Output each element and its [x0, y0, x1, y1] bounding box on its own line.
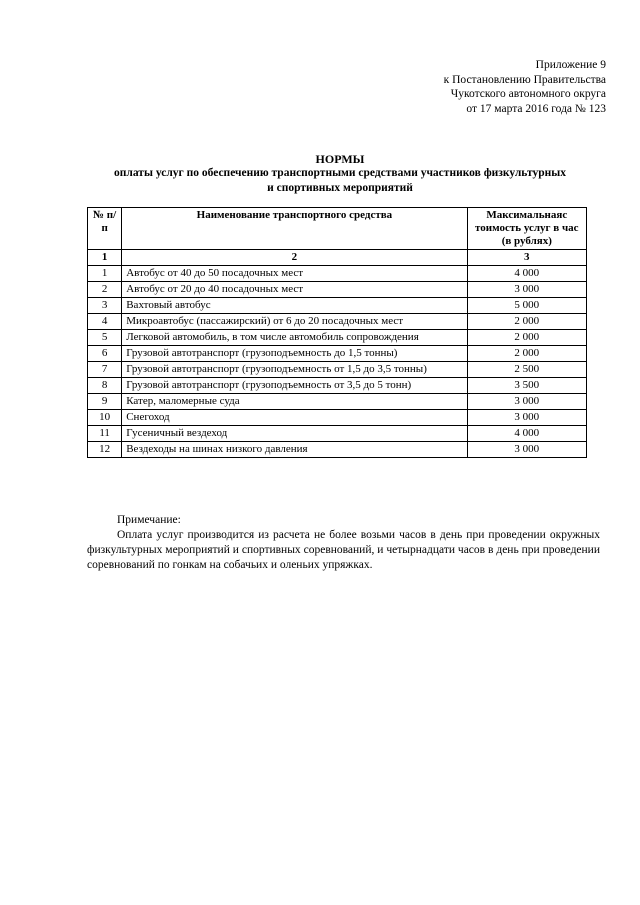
- table-row: [88, 394, 587, 410]
- row-name: Снегоход: [122, 410, 467, 426]
- note-text: Оплата услуг производится из расчета не более возьми часов в день при проведении окружных физкультурных мероприятий и спортивных соревнований, и четырнадцати часов в день при проведении соревнований по гонкам на собачьих и оленьих упряжках.: [87, 529, 600, 571]
- note-label: Примечание:: [117, 514, 181, 526]
- table-row: [88, 346, 587, 362]
- table-row: [88, 362, 587, 378]
- row-name: Автобус от 40 до 50 посадочных мест: [122, 266, 467, 282]
- row-num: 12: [88, 442, 122, 458]
- row-cost: 3 000: [467, 442, 586, 458]
- appendix-header: [380, 58, 606, 116]
- row-cost: 4 000: [467, 426, 586, 442]
- row-name: Катер, маломерные суда: [122, 394, 467, 410]
- row-name: Гусеничный вездеход: [122, 426, 467, 442]
- header-num: № п/п: [88, 208, 122, 250]
- table-row: [88, 330, 587, 346]
- header-name: Наименование транспортного средства: [122, 208, 467, 250]
- row-num: 3: [88, 298, 122, 314]
- row-name: Грузовой автотранспорт (грузоподъемность от 3,5 до 5 тонн): [122, 378, 467, 394]
- row-cost: 2 000: [467, 346, 586, 362]
- header-cost-line-1: Максимальнаяс тоимость услуг в час: [475, 209, 579, 234]
- note-section: [87, 513, 600, 573]
- row-num: 9: [88, 394, 122, 410]
- row-cost: 2 000: [467, 314, 586, 330]
- row-cost: 2 000: [467, 330, 586, 346]
- document-subtitle: [60, 166, 620, 195]
- table-row: [88, 378, 587, 394]
- appendix-line-3: Чукотского автономного округа: [450, 88, 606, 100]
- row-name: Вездеходы на шинах низкого давления: [122, 442, 467, 458]
- row-num: 7: [88, 362, 122, 378]
- table-row: [88, 314, 587, 330]
- row-cost: 2 500: [467, 362, 586, 378]
- index-cell: 2: [122, 250, 467, 266]
- row-cost: 3 500: [467, 378, 586, 394]
- row-num: 2: [88, 282, 122, 298]
- index-cell: 1: [88, 250, 122, 266]
- subtitle-line-1: оплаты услуг по обеспечению транспортными средствами участников физкультурных: [114, 167, 566, 179]
- row-name: Грузовой автотранспорт (грузоподъемность до 1,5 тонны): [122, 346, 467, 362]
- header-cost: [467, 208, 586, 250]
- appendix-line-2: к Постановлению Правительства: [443, 73, 606, 86]
- subtitle-line-2: и спортивных мероприятий: [267, 181, 413, 194]
- appendix-line-4: от 17 марта 2016 года № 123: [466, 102, 606, 115]
- row-num: 6: [88, 346, 122, 362]
- row-name: Микроавтобус (пассажирский) от 6 до 20 посадочных мест: [122, 314, 467, 330]
- rates-table: [87, 207, 587, 458]
- row-num: 4: [88, 314, 122, 330]
- row-cost: 3 000: [467, 410, 586, 426]
- row-cost: 3 000: [467, 282, 586, 298]
- row-num: 10: [88, 410, 122, 426]
- row-num: 5: [88, 330, 122, 346]
- table-row: [88, 266, 587, 282]
- table-row: [88, 442, 587, 458]
- row-name: Легковой автомобиль, в том числе автомобиль сопровождения: [122, 330, 467, 346]
- index-row: [88, 250, 587, 266]
- row-num: 8: [88, 378, 122, 394]
- appendix-line-1: Приложение 9: [535, 59, 606, 71]
- row-name: Грузовой автотранспорт (грузоподъемность от 1,5 до 3,5 тонны): [122, 362, 467, 378]
- row-name: Вахтовый автобус: [122, 298, 467, 314]
- row-cost: 5 000: [467, 298, 586, 314]
- index-cell: 3: [467, 250, 586, 266]
- row-num: 1: [88, 266, 122, 282]
- table-body: [88, 250, 587, 458]
- table-header-row: [88, 208, 587, 250]
- table-row: [88, 298, 587, 314]
- table-row: [88, 426, 587, 442]
- table-row: [88, 410, 587, 426]
- row-cost: 4 000: [467, 266, 586, 282]
- header-cost-line-2: (в рублях): [501, 235, 552, 247]
- row-num: 11: [88, 426, 122, 442]
- row-name: Автобус от 20 до 40 посадочных мест: [122, 282, 467, 298]
- document-title: НОРМЫ: [315, 152, 365, 166]
- row-cost: 3 000: [467, 394, 586, 410]
- table-row: [88, 282, 587, 298]
